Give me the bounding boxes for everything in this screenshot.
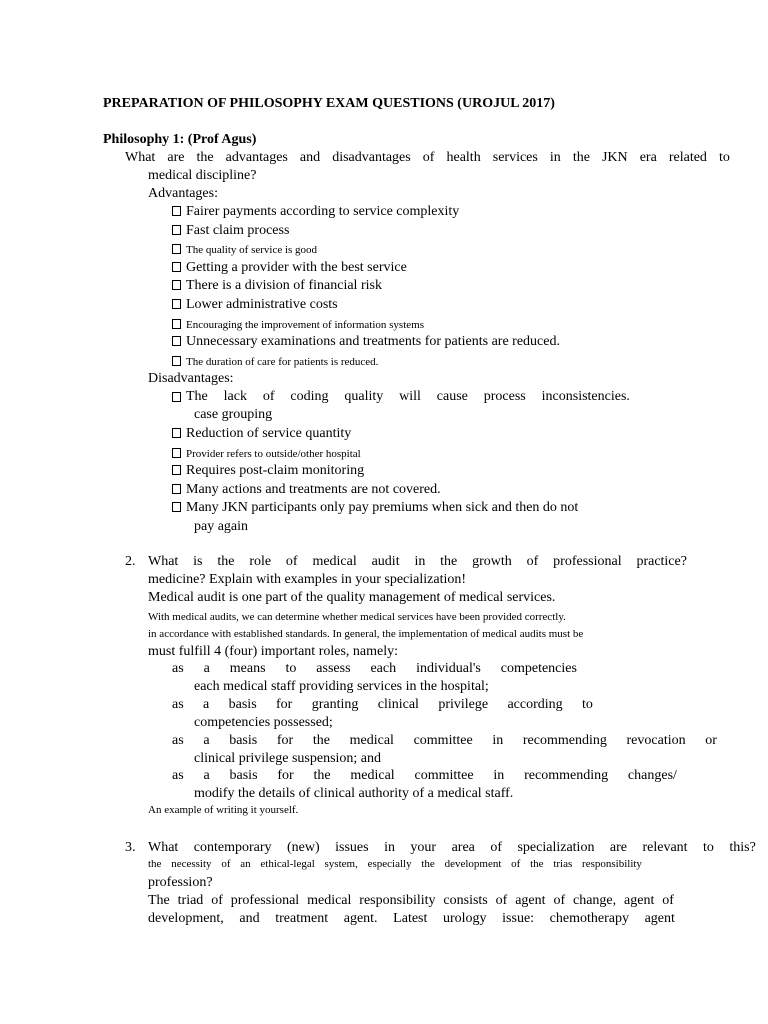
word: area: [451, 840, 475, 855]
word: chemotherapy: [549, 911, 629, 926]
word: coding: [290, 389, 329, 404]
word: individual's: [416, 661, 481, 676]
word: to: [582, 697, 593, 712]
word: an: [240, 858, 251, 870]
word: the: [530, 858, 544, 870]
word: responsibility: [359, 893, 436, 908]
section2-question-line2: medicine? Explain with examples in your specialization!: [148, 572, 467, 587]
word: to: [285, 661, 297, 676]
word: a: [203, 768, 210, 783]
word: growth: [472, 554, 512, 569]
word: related: [668, 150, 707, 165]
checkbox-icon: [172, 356, 181, 366]
word: the: [196, 150, 214, 165]
word: recommending: [522, 733, 607, 748]
advantage-item: The duration of care for patients is reduced.: [172, 353, 378, 371]
word: system,: [324, 858, 358, 870]
section2-question-line1: [148, 553, 687, 571]
word: development: [444, 858, 502, 870]
checkbox-icon: [172, 225, 181, 235]
word: for: [277, 768, 294, 783]
word: of: [422, 150, 435, 165]
word: JKN: [601, 150, 628, 165]
word: the: [572, 150, 590, 165]
word: disadvantages: [332, 150, 411, 165]
word: the: [312, 733, 330, 748]
word: granting: [311, 697, 359, 712]
word: for: [276, 697, 293, 712]
section3-answer-line2: [148, 910, 675, 928]
word: competencies: [500, 661, 577, 676]
word: treatment: [275, 911, 329, 926]
word: basis: [229, 733, 258, 748]
disadvantage-continuation: pay again: [194, 519, 249, 534]
word: is: [193, 554, 203, 569]
word: are: [609, 840, 628, 855]
word: issue:: [502, 911, 535, 926]
word: clinical: [377, 697, 419, 712]
section2-answer-line: must fulfill 4 (four) important roles, namely:: [148, 644, 399, 659]
word: development,: [148, 911, 224, 926]
checkbox-icon: [172, 319, 181, 329]
section2-answer-line: Medical audit is one part of the quality management of medical services.: [148, 590, 556, 605]
role-item: [172, 660, 577, 678]
word: issues: [335, 840, 369, 855]
word: your: [410, 840, 437, 855]
section1-question-line1: [125, 149, 730, 167]
word: to: [703, 840, 714, 855]
word: audit: [371, 554, 400, 569]
advantage-item: Unnecessary examinations and treatments for patients are reduced.: [172, 333, 560, 351]
word: basis: [228, 697, 257, 712]
word: as: [172, 768, 184, 783]
word: committee: [413, 733, 473, 748]
word: cause: [436, 389, 468, 404]
word: of: [553, 893, 566, 908]
word: according: [507, 697, 563, 712]
word: in: [549, 150, 561, 165]
word: the: [148, 858, 162, 870]
role-item: [172, 732, 717, 750]
checkbox-icon: [172, 206, 181, 216]
advantage-item: Lower administrative costs: [172, 296, 338, 314]
word: consists: [443, 893, 488, 908]
word: of: [526, 554, 539, 569]
word: of: [211, 893, 223, 908]
word: lack: [223, 389, 247, 404]
word: the: [217, 554, 235, 569]
word: What: [148, 554, 179, 569]
word: revocation: [626, 733, 686, 748]
word: services: [492, 150, 538, 165]
word: will: [399, 389, 421, 404]
advantage-item: Encouraging the improvement of information systems: [172, 316, 424, 334]
word: medical: [312, 554, 357, 569]
word: agent: [515, 893, 546, 908]
word: in: [492, 733, 504, 748]
word: medical: [350, 768, 395, 783]
section3-answer-line1: [148, 892, 674, 910]
role-item: [172, 696, 593, 714]
word: committee: [414, 768, 474, 783]
section3-question-line2: [148, 855, 642, 873]
word: responsibility: [582, 858, 642, 870]
advantage-item: Getting a provider with the best service: [172, 259, 407, 277]
section2-example-note: An example of writing it yourself.: [148, 804, 299, 816]
disadvantage-item: [172, 388, 630, 406]
word: basis: [229, 768, 258, 783]
word: era: [639, 150, 657, 165]
word: agent.: [343, 911, 378, 926]
word: Latest: [393, 911, 428, 926]
section3-question-line3: profession?: [148, 875, 213, 890]
checkbox-icon: [172, 484, 181, 494]
checkbox-icon: [172, 244, 181, 254]
advantage-item: There is a division of financial risk: [172, 277, 382, 295]
word: are: [167, 150, 185, 165]
word: privilege: [438, 697, 489, 712]
advantage-item: Fast claim process: [172, 222, 289, 240]
word: this?: [729, 840, 756, 855]
word: of: [285, 554, 298, 569]
word: to: [718, 150, 730, 165]
checkbox-icon: [172, 392, 181, 402]
disadvantage-item: Many actions and treatments are not covered.: [172, 481, 441, 499]
word: process: [483, 389, 526, 404]
word: the: [440, 554, 458, 569]
word: recommending: [524, 768, 609, 783]
word: medical: [307, 893, 352, 908]
word: advantages: [225, 150, 288, 165]
disadvantage-item: Provider refers to outside/other hospital: [172, 445, 361, 463]
role-continuation: modify the details of clinical authority of a medical staff.: [194, 786, 514, 801]
advantages-label: Advantages:: [148, 186, 218, 201]
advantage-item: The quality of service is good: [172, 241, 317, 259]
word: a: [203, 697, 210, 712]
word: the: [313, 768, 331, 783]
word: of: [495, 893, 508, 908]
checkbox-icon: [172, 299, 181, 309]
word: quality: [344, 389, 384, 404]
word: What: [148, 840, 179, 855]
word: relevant: [642, 840, 688, 855]
word: as: [172, 697, 184, 712]
word: change,: [573, 893, 617, 908]
word: in: [384, 840, 395, 855]
word: and: [239, 911, 260, 926]
disadvantages-label: Disadvantages:: [148, 371, 234, 386]
word: specialization: [517, 840, 595, 855]
word: of: [511, 858, 521, 870]
section3-number: 3.: [125, 840, 136, 855]
word: What: [125, 150, 156, 165]
word: ethical-legal: [260, 858, 315, 870]
disadvantage-item: Reduction of service quantity: [172, 425, 351, 443]
role-continuation: each medical staff providing services in the hospital;: [194, 679, 489, 694]
word: The: [186, 389, 208, 404]
document-title: PREPARATION OF PHILOSOPHY EXAM QUESTIONS (UROJUL 2017): [103, 96, 555, 111]
word: assess: [316, 661, 351, 676]
disadvantage-item: Many JKN participants only pay premiums when sick and then do not: [172, 499, 578, 517]
word: The: [148, 893, 170, 908]
word: of: [221, 858, 231, 870]
section2-answer-line: With medical audits, we can determine whether medical services have been provided correctly.: [148, 611, 566, 623]
checkbox-icon: [172, 262, 181, 272]
section2-answer-line: in accordance with established standards. In general, the implementation of medical audits must be: [148, 628, 584, 640]
word: or: [705, 733, 717, 748]
role-continuation: competencies possessed;: [194, 715, 333, 730]
word: practice?: [636, 554, 687, 569]
word: medical: [349, 733, 394, 748]
word: necessity: [171, 858, 212, 870]
word: a: [203, 733, 210, 748]
word: professional: [553, 554, 622, 569]
word: especially: [367, 858, 412, 870]
word: trias: [553, 858, 573, 870]
word: health: [446, 150, 481, 165]
role-item: [172, 767, 677, 785]
checkbox-icon: [172, 448, 181, 458]
section1-heading: Philosophy 1: (Prof Agus): [103, 132, 257, 147]
word: (new): [287, 840, 320, 855]
role-continuation: clinical privilege suspension; and: [194, 751, 382, 766]
checkbox-icon: [172, 465, 181, 475]
word: contemporary: [193, 840, 272, 855]
section1-question-line2: medical discipline?: [148, 168, 257, 183]
word: as: [172, 661, 184, 676]
word: of: [262, 389, 275, 404]
word: for: [276, 733, 294, 748]
word: triad: [177, 893, 204, 908]
checkbox-icon: [172, 336, 181, 346]
word: role: [249, 554, 272, 569]
word: the: [421, 858, 435, 870]
word: and: [299, 150, 321, 165]
word: in: [414, 554, 426, 569]
checkbox-icon: [172, 280, 181, 290]
word: changes/: [627, 768, 677, 783]
word: urology: [443, 911, 487, 926]
word: of: [490, 840, 503, 855]
word: in: [493, 768, 505, 783]
advantage-item: Fairer payments according to service complexity: [172, 203, 459, 221]
disadvantage-item: Requires post-claim monitoring: [172, 462, 364, 480]
word: agent: [624, 893, 655, 908]
word: each: [370, 661, 397, 676]
word: professional: [230, 893, 300, 908]
checkbox-icon: [172, 502, 181, 512]
word: of: [662, 893, 674, 908]
word: agent: [644, 911, 675, 926]
word: as: [172, 733, 184, 748]
checkbox-icon: [172, 428, 181, 438]
word: means: [229, 661, 266, 676]
word: a: [203, 661, 210, 676]
word: inconsistencies.: [541, 389, 630, 404]
disadvantage-continuation: case grouping: [194, 407, 273, 422]
section2-number: 2.: [125, 554, 136, 569]
